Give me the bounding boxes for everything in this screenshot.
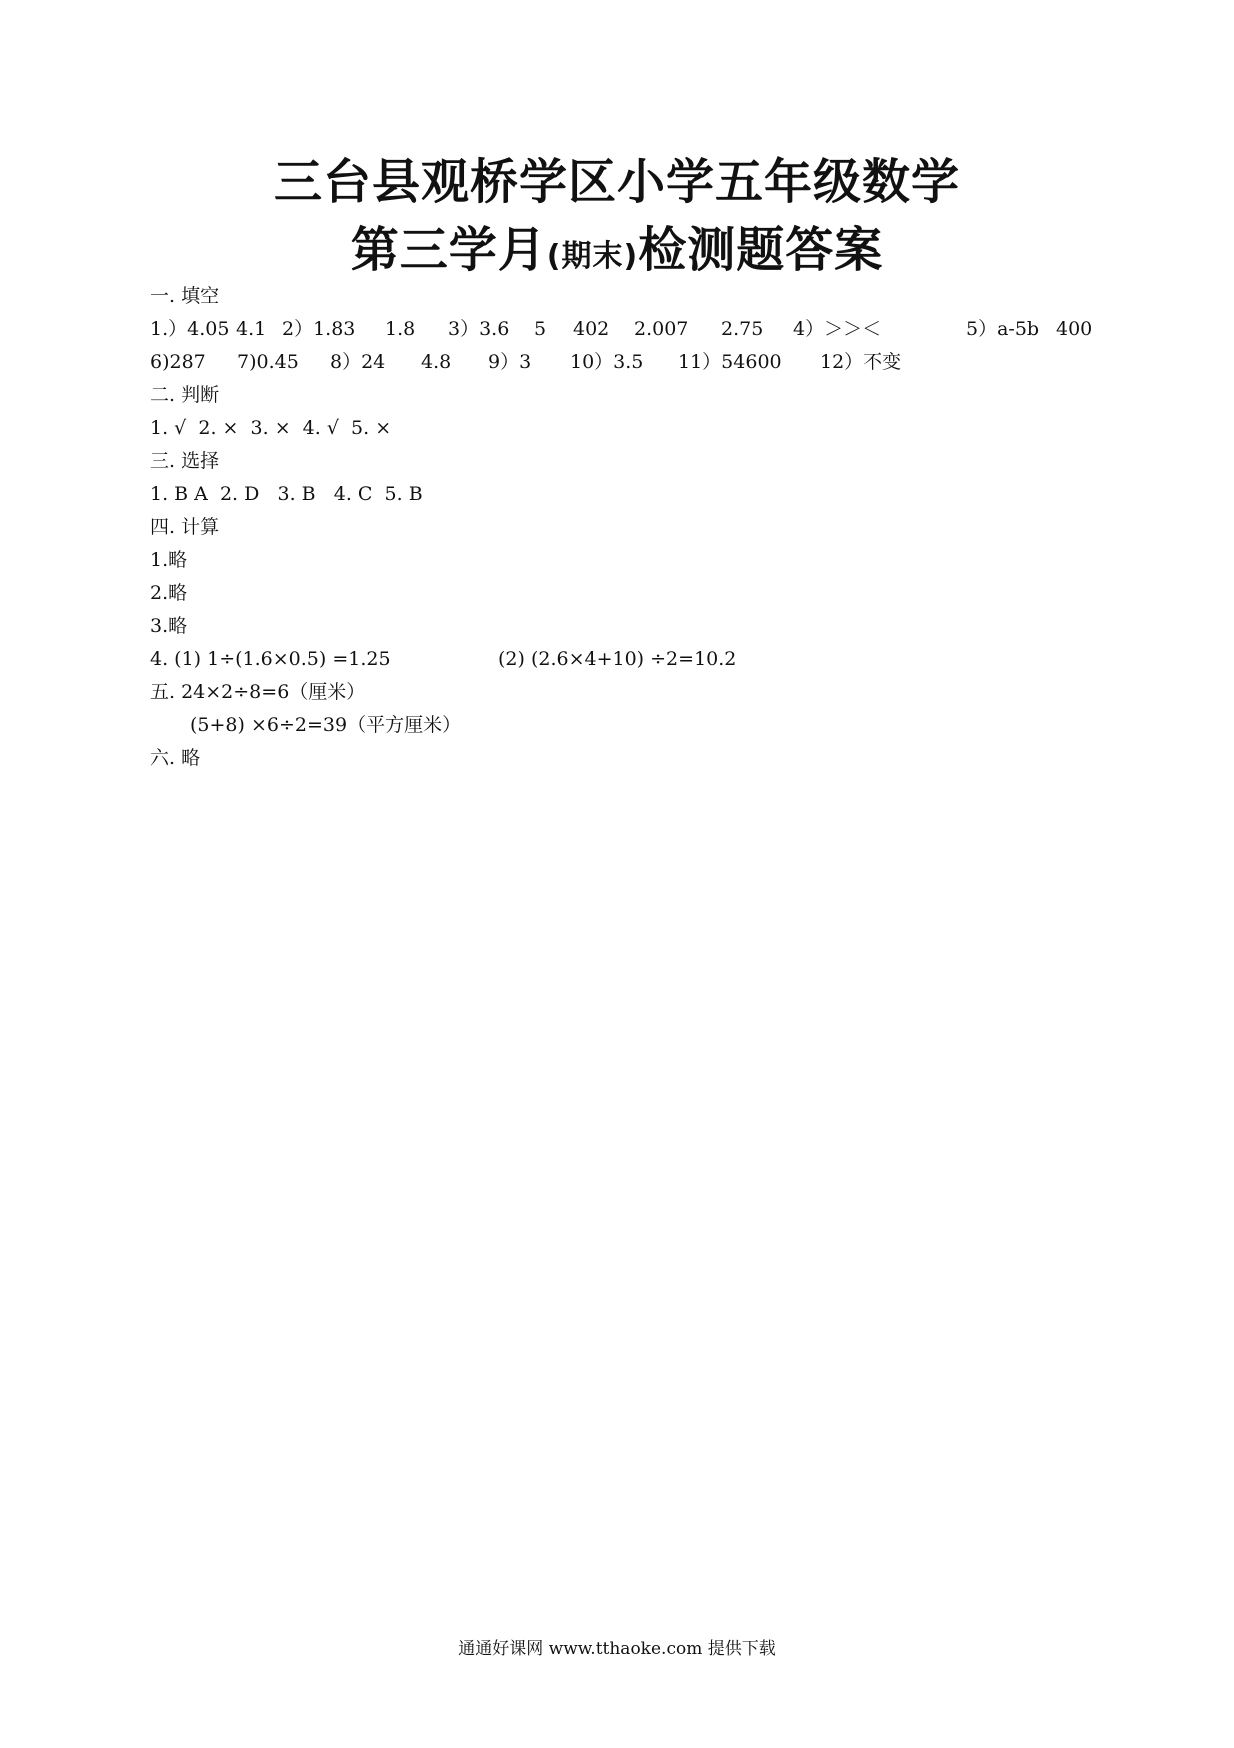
fill-answer: 8）24 (330, 351, 386, 373)
section-six-line: 六. 略 (150, 747, 201, 769)
fill-answer: 2.75 (721, 318, 764, 340)
fill-answer: 2.007 (634, 318, 689, 340)
page-title-line1: 三台县观桥学区小学五年级数学 (273, 154, 960, 210)
section-five-line2: (5+8) ×6÷2=39（平方厘米） (190, 714, 462, 736)
fill-answer: 5）a-5b (966, 318, 1040, 340)
section-choose-heading: 三. 选择 (150, 450, 220, 472)
calc-item-2: 2.略 (150, 582, 188, 604)
fill-answer: 1.）4.05 (150, 318, 230, 340)
title-post: 检测题答案 (638, 222, 884, 278)
fill-answer: 11）54600 (678, 351, 782, 373)
section-five-line1: 五. 24×2÷8=6（厘米） (150, 681, 366, 703)
fill-answer: 2）1.83 (282, 318, 356, 340)
page-title-line2 (0, 222, 1234, 278)
title-paren: (期末) (546, 239, 639, 274)
calc-item-1: 1.略 (150, 549, 188, 571)
title-pre: 第三学月 (350, 222, 547, 278)
calc-item-4b: (2) (2.6×4+10) ÷2=10.2 (498, 648, 737, 670)
fill-answer: 4）＞＞＜ (793, 318, 882, 340)
fill-answer: 1.8 (385, 318, 416, 340)
fill-answer: 12）不变 (820, 351, 902, 373)
calc-item-3: 3.略 (150, 615, 188, 637)
fill-answer: 4.8 (421, 351, 452, 373)
fill-answer: 10）3.5 (570, 351, 644, 373)
fill-answer: 7)0.45 (237, 351, 299, 373)
fill-answer: 9）3 (488, 351, 532, 373)
section-calc-heading: 四. 计算 (150, 516, 220, 538)
fill-row-2 (0, 353, 1234, 377)
fill-answer: 4.1 (236, 318, 267, 340)
judge-answers: 1. √ 2. × 3. × 4. √ 5. × (150, 417, 392, 439)
fill-answer: 3）3.6 (448, 318, 510, 340)
fill-row-1 (0, 320, 1234, 344)
footer-text: 通通好课网 www.tthaoke.com 提供下载 (458, 1639, 776, 1659)
fill-answer: 400 (1056, 318, 1093, 340)
fill-answer: 402 (573, 318, 610, 340)
section-judge-heading: 二. 判断 (150, 384, 220, 406)
calc-item-4a: 4. (1) 1÷(1.6×0.5) =1.25 (150, 648, 391, 670)
section-fill-heading: 一. 填空 (150, 285, 220, 307)
fill-answer: 5 (534, 318, 547, 340)
choose-answers: 1. B A 2. D 3. B 4. C 5. B (150, 483, 423, 505)
fill-answer: 6)287 (150, 351, 206, 373)
